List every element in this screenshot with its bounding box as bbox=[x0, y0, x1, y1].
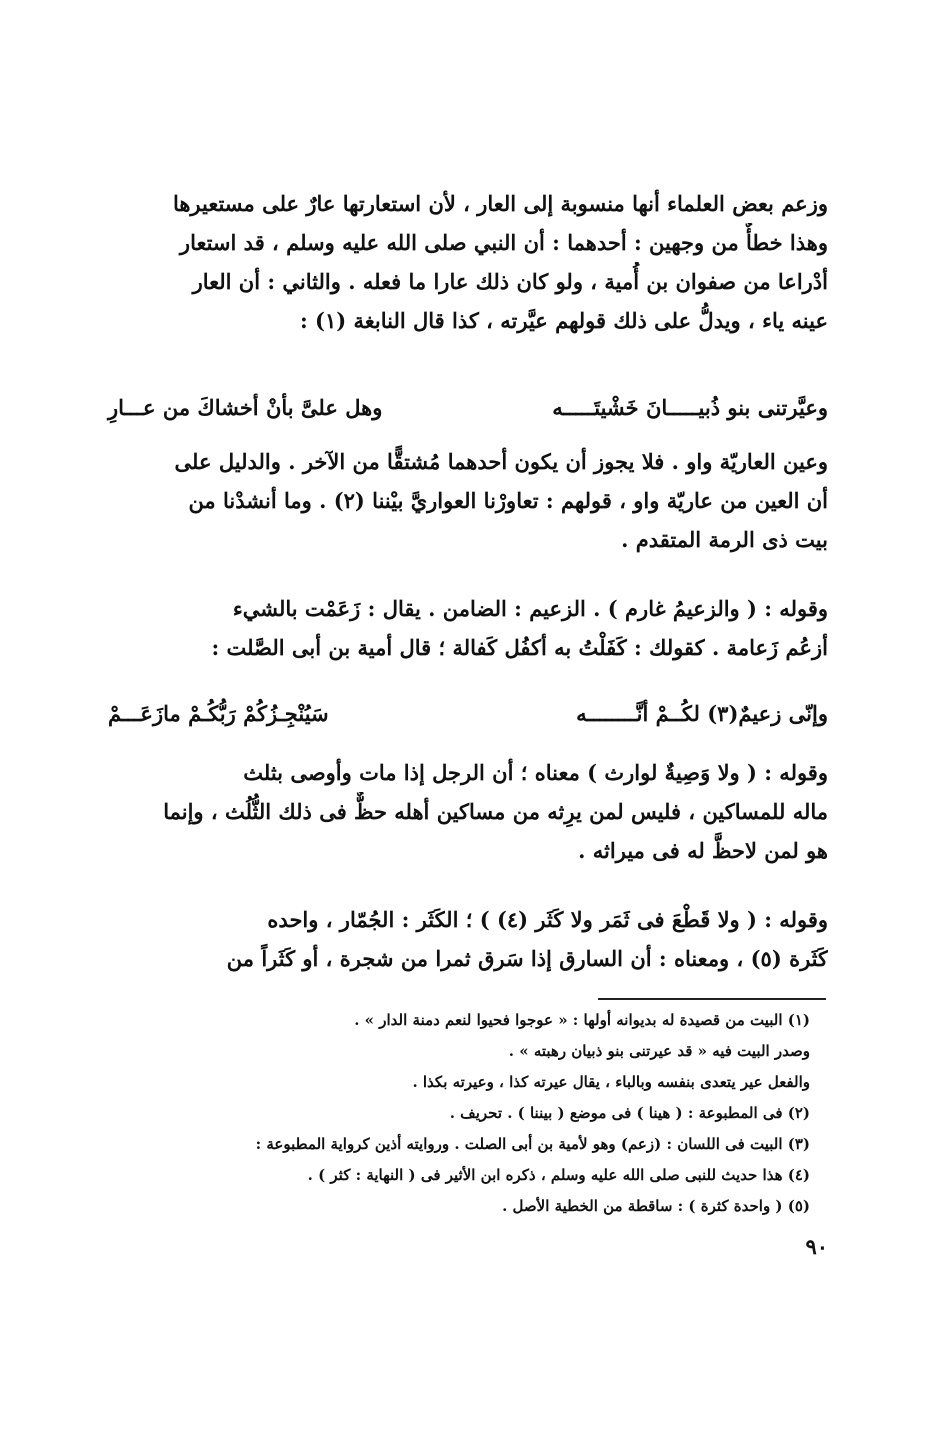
verse-1-first-hemistich: وعيَّرتنى بنو ذُبيـــــانَ خَشْيتَـــــه bbox=[552, 395, 828, 420]
page-number: ٩٠ bbox=[805, 1234, 828, 1259]
footnote-2: (٢) فى المطبوعة : ( هينا ) فى موضع ( بيننا ) . تحريف . bbox=[449, 1104, 810, 1122]
text-line: هو لمن لاحظَّ له فى ميراثه . bbox=[578, 838, 828, 863]
footnote-1: (١) البيت من قصيدة له بديوانه أولها : « عوجوا فحيوا لنعم دمنة الدار » . bbox=[354, 1011, 810, 1029]
footnote-5: (٥) ( واحدة كثرة ) : ساقطة من الخطية الأصل . bbox=[502, 1197, 810, 1215]
footnote-1-continued: وصدر البيت فيه « قد عيرتنى بنو ذبيان رهبته » . bbox=[508, 1042, 810, 1060]
text-line: أن العين من عاريّة واو ، قولهم : تعاورْنا العواريَّ بيْننا (٢) . وما أنشدْنا من bbox=[188, 488, 828, 513]
verse-1-second-hemistich: وهل علىَّ بأنْ أخشاكَ من عـــارِ bbox=[108, 395, 383, 420]
paragraph-4 bbox=[108, 753, 828, 870]
text-line: أدْراعا من صفوان بن أُمية ، ولو كان ذلك عارا ما فعله . والثاني : أن العار bbox=[192, 269, 828, 294]
verse-2 bbox=[108, 694, 828, 733]
verse-2-first-hemistich: وإنّى زعيمٌ(٣) لكُــمْ أنَّــــــــه bbox=[576, 701, 828, 726]
text-line: وعين العاريّة واو . فلا يجوز أن يكون أحدهما مُشتقًّا من الآخر . والدليل على bbox=[174, 449, 828, 474]
footnote-divider bbox=[598, 998, 826, 1000]
text-line: بيت ذى الرمة المتقدم . bbox=[621, 527, 828, 552]
paragraph-3 bbox=[108, 589, 828, 667]
footnote-4: (٤) هذا حديث للنبى صلى الله عليه وسلم ، ذكره ابن الأثير فى ( النهاية : كثر ) . bbox=[307, 1166, 810, 1184]
footnote-1-continued: والفعل عير يتعدى بنفسه وبالباء ، يقال عيرته كذا ، وعيرته بكذا . bbox=[412, 1073, 810, 1091]
verse-1 bbox=[108, 388, 828, 427]
text-line: وقوله : ( ولا وَصِيةٌ لوارث ) معناه ؛ أن الرجل إذا مات وأوصى بثلث bbox=[243, 760, 828, 785]
text-line: أزعُم زَعامة . كقولك : كَفَلْتُ به أكفُل كَفالة ؛ قال أمية بن أبى الصَّلت : bbox=[211, 635, 828, 660]
paragraph-2 bbox=[108, 442, 828, 559]
text-line: ماله للمساكين ، فليس لمن يرِثه من مساكين أهله حظٌّ فى ذلك الثُّلُث ، وإنما bbox=[163, 799, 828, 824]
text-line: وقوله : ( والزعيمُ غارم ) . الزعيم : الضامن . يقال : زَعَمْت بالشيء bbox=[232, 596, 828, 621]
footnote-3: (٣) البيت فى اللسان : (زعم) وهو لأمية بن أبى الصلت . وروايته أذين كرواية المطبوعة : bbox=[255, 1135, 810, 1153]
text-line: كَثَرة (٥) ، ومعناه : أن السارق إذا سَرق ثمرا من شجرة ، أو كَثَراً من bbox=[226, 946, 828, 971]
footnotes bbox=[150, 1005, 810, 1222]
paragraph-1 bbox=[108, 184, 828, 340]
text-line: وهذا خطأٌ من وجهين : أحدهما : أن النبي صلى الله عليه وسلم ، قد استعار bbox=[179, 230, 828, 255]
text-line: وزعم بعض العلماء أنها منسوبة إلى العار ، لأن استعارتها عارٌ على مستعيرها bbox=[172, 191, 828, 216]
verse-2-second-hemistich: سَيُنْجِـزُكُمْ رَبُّكُـمْ مازَعَـــمْ bbox=[108, 701, 329, 726]
paragraph-5 bbox=[108, 900, 828, 978]
text-line: عينه ياء ، ويدلُّ على ذلك قولهم عيَّرته ، كذا قال النابغة (١) : bbox=[299, 308, 828, 333]
text-line: وقوله : ( ولا قَطْعَ فى ثَمَر ولا كَثَر (٤) ) ؛ الكَثَر : الجُمّار ، واحده bbox=[267, 907, 828, 932]
